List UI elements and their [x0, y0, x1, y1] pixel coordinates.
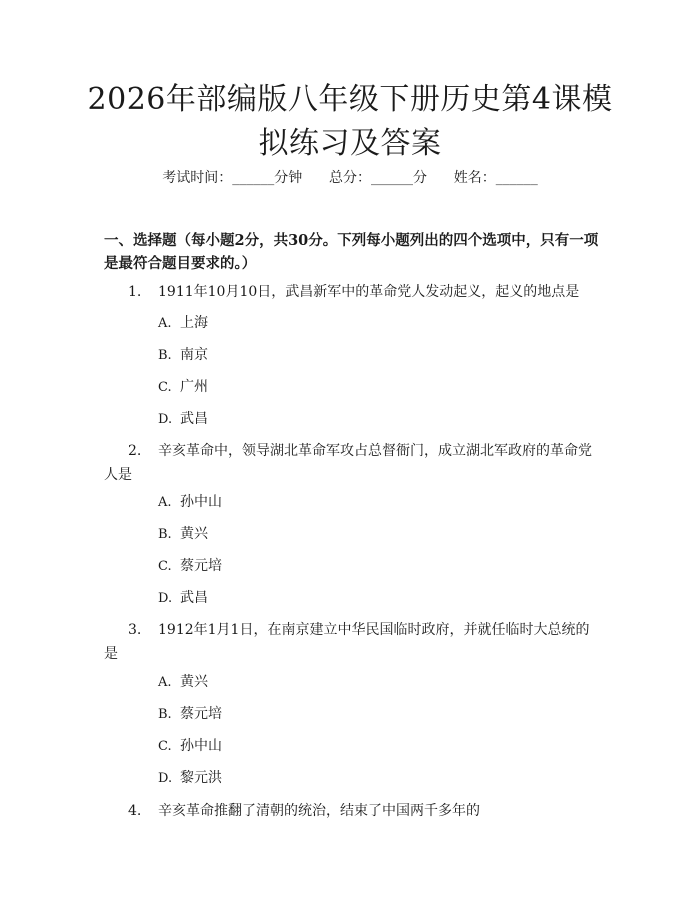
option-letter: A.: [158, 316, 172, 331]
option-text: 武昌: [180, 590, 208, 606]
option-letter: C.: [158, 739, 172, 754]
option-letter: B.: [158, 527, 172, 542]
option-letter: B.: [158, 348, 172, 363]
option-text: 蔡元培: [180, 706, 222, 722]
document-title: 2026年部编版八年级下册历史第4课模拟练习及答案: [87, 82, 613, 161]
question-text: 1912年1月1日，在南京建立中华民国临时政府，并就任临时大总统的是: [104, 622, 590, 662]
option-3a: [158, 672, 208, 693]
option-text: 上海: [180, 315, 208, 331]
option-text: 黄兴: [180, 674, 208, 690]
option-text: 孙中山: [180, 738, 222, 754]
question-number: 2.: [128, 443, 142, 459]
option-letter: A.: [158, 495, 172, 510]
question-number: 3.: [128, 622, 142, 638]
question-number: 1.: [128, 284, 142, 300]
question-text: 辛亥革命推翻了清朝的统治，结束了中国两千多年的: [158, 803, 480, 819]
option-letter: D.: [158, 591, 173, 606]
question-number: 4.: [128, 803, 142, 819]
option-text: 黄兴: [180, 526, 208, 542]
exam-info-line: 考试时间：______分钟 总分：______分 姓名：______: [162, 170, 538, 186]
question-2: [104, 439, 600, 487]
section-heading: 一、选择题（每小题2分，共30分。下列每小题列出的四个选项中，只有一项是最符合题目要求的。）: [104, 232, 599, 272]
question-4: [104, 799, 600, 823]
option-letter: A.: [158, 675, 172, 690]
option-1d: [158, 409, 208, 430]
option-text: 蔡元培: [180, 558, 222, 574]
option-1a: [158, 313, 208, 334]
option-2d: [158, 588, 208, 609]
option-1c: [158, 377, 208, 398]
option-letter: D.: [158, 771, 173, 786]
option-2a: [158, 492, 222, 513]
option-text: 南京: [180, 347, 208, 363]
option-2c: [158, 556, 222, 577]
question-3: [104, 618, 600, 666]
option-3d: [158, 768, 222, 789]
option-text: 武昌: [180, 411, 208, 427]
option-letter: C.: [158, 559, 172, 574]
question-text: 1911年10月10日，武昌新军中的革命党人发动起义，起义的地点是: [158, 284, 580, 300]
option-text: 黎元洪: [180, 770, 222, 786]
option-letter: D.: [158, 412, 173, 427]
option-letter: C.: [158, 380, 172, 395]
option-2b: [158, 524, 208, 545]
option-text: 孙中山: [180, 494, 222, 510]
question-1: [104, 280, 600, 304]
option-text: 广州: [180, 379, 208, 395]
option-1b: [158, 345, 208, 366]
option-letter: B.: [158, 707, 172, 722]
question-text: 辛亥革命中，领导湖北革命军攻占总督衙门，成立湖北军政府的革命党人是: [104, 443, 592, 483]
option-3c: [158, 736, 222, 757]
option-3b: [158, 704, 222, 725]
